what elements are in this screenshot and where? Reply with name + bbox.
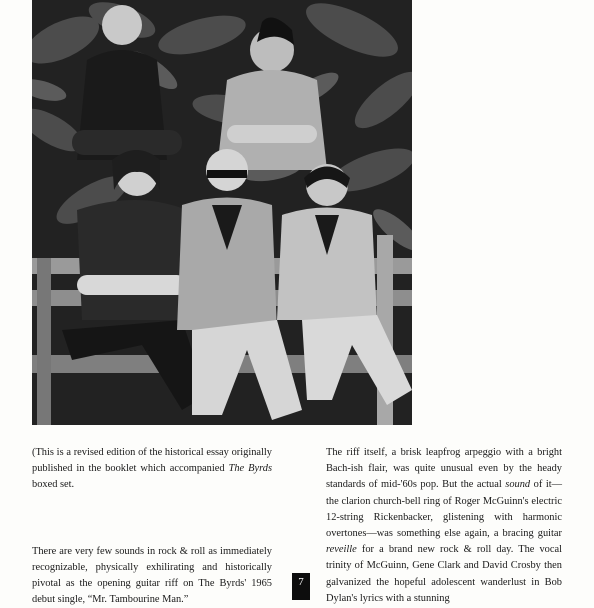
revision-note: (This is a revised edition of the historical essay originally published in the booklet which accompanied The Byrds boxed set. [32,447,273,491]
essay-right-column [326,445,562,607]
band-photo [32,0,412,425]
emphasis-reveille: reveille [326,544,357,556]
band-photo-image [32,0,412,425]
boxed-set-title: The Byrds [228,463,273,475]
page-number: 7 [292,573,310,600]
emphasis-sound: sound [505,479,531,491]
essay-opening-paragraph: There are very few sounds in rock & roll as immediately recognizable, physically exhilirating and historically pivotal as the opening guitar riff on The Byrds' 1965 debut single, “Mr. Tambourine Man.” [32,545,272,606]
essay-riff-paragraph: The riff itself, a brisk leapfrog arpeggio with a bright Bach-ish flair, was quite unusual even by the heady standards of mid-'60s pop. But the actual sound of it—the clarion church-bell ring of Roger McGuinn's electric 12-string Rickenbacker, glistening with harmonic overtones—was something else again, a bracing guitar reveille for a brand new rock & roll day. The vocal trinity of McGuinn, Gene Clark and David Crosby then galvanized the hopeful adolescent wanderlust in Bob Dylan's lyrics with a stunning [326,447,562,604]
essay-left-column [32,445,272,608]
